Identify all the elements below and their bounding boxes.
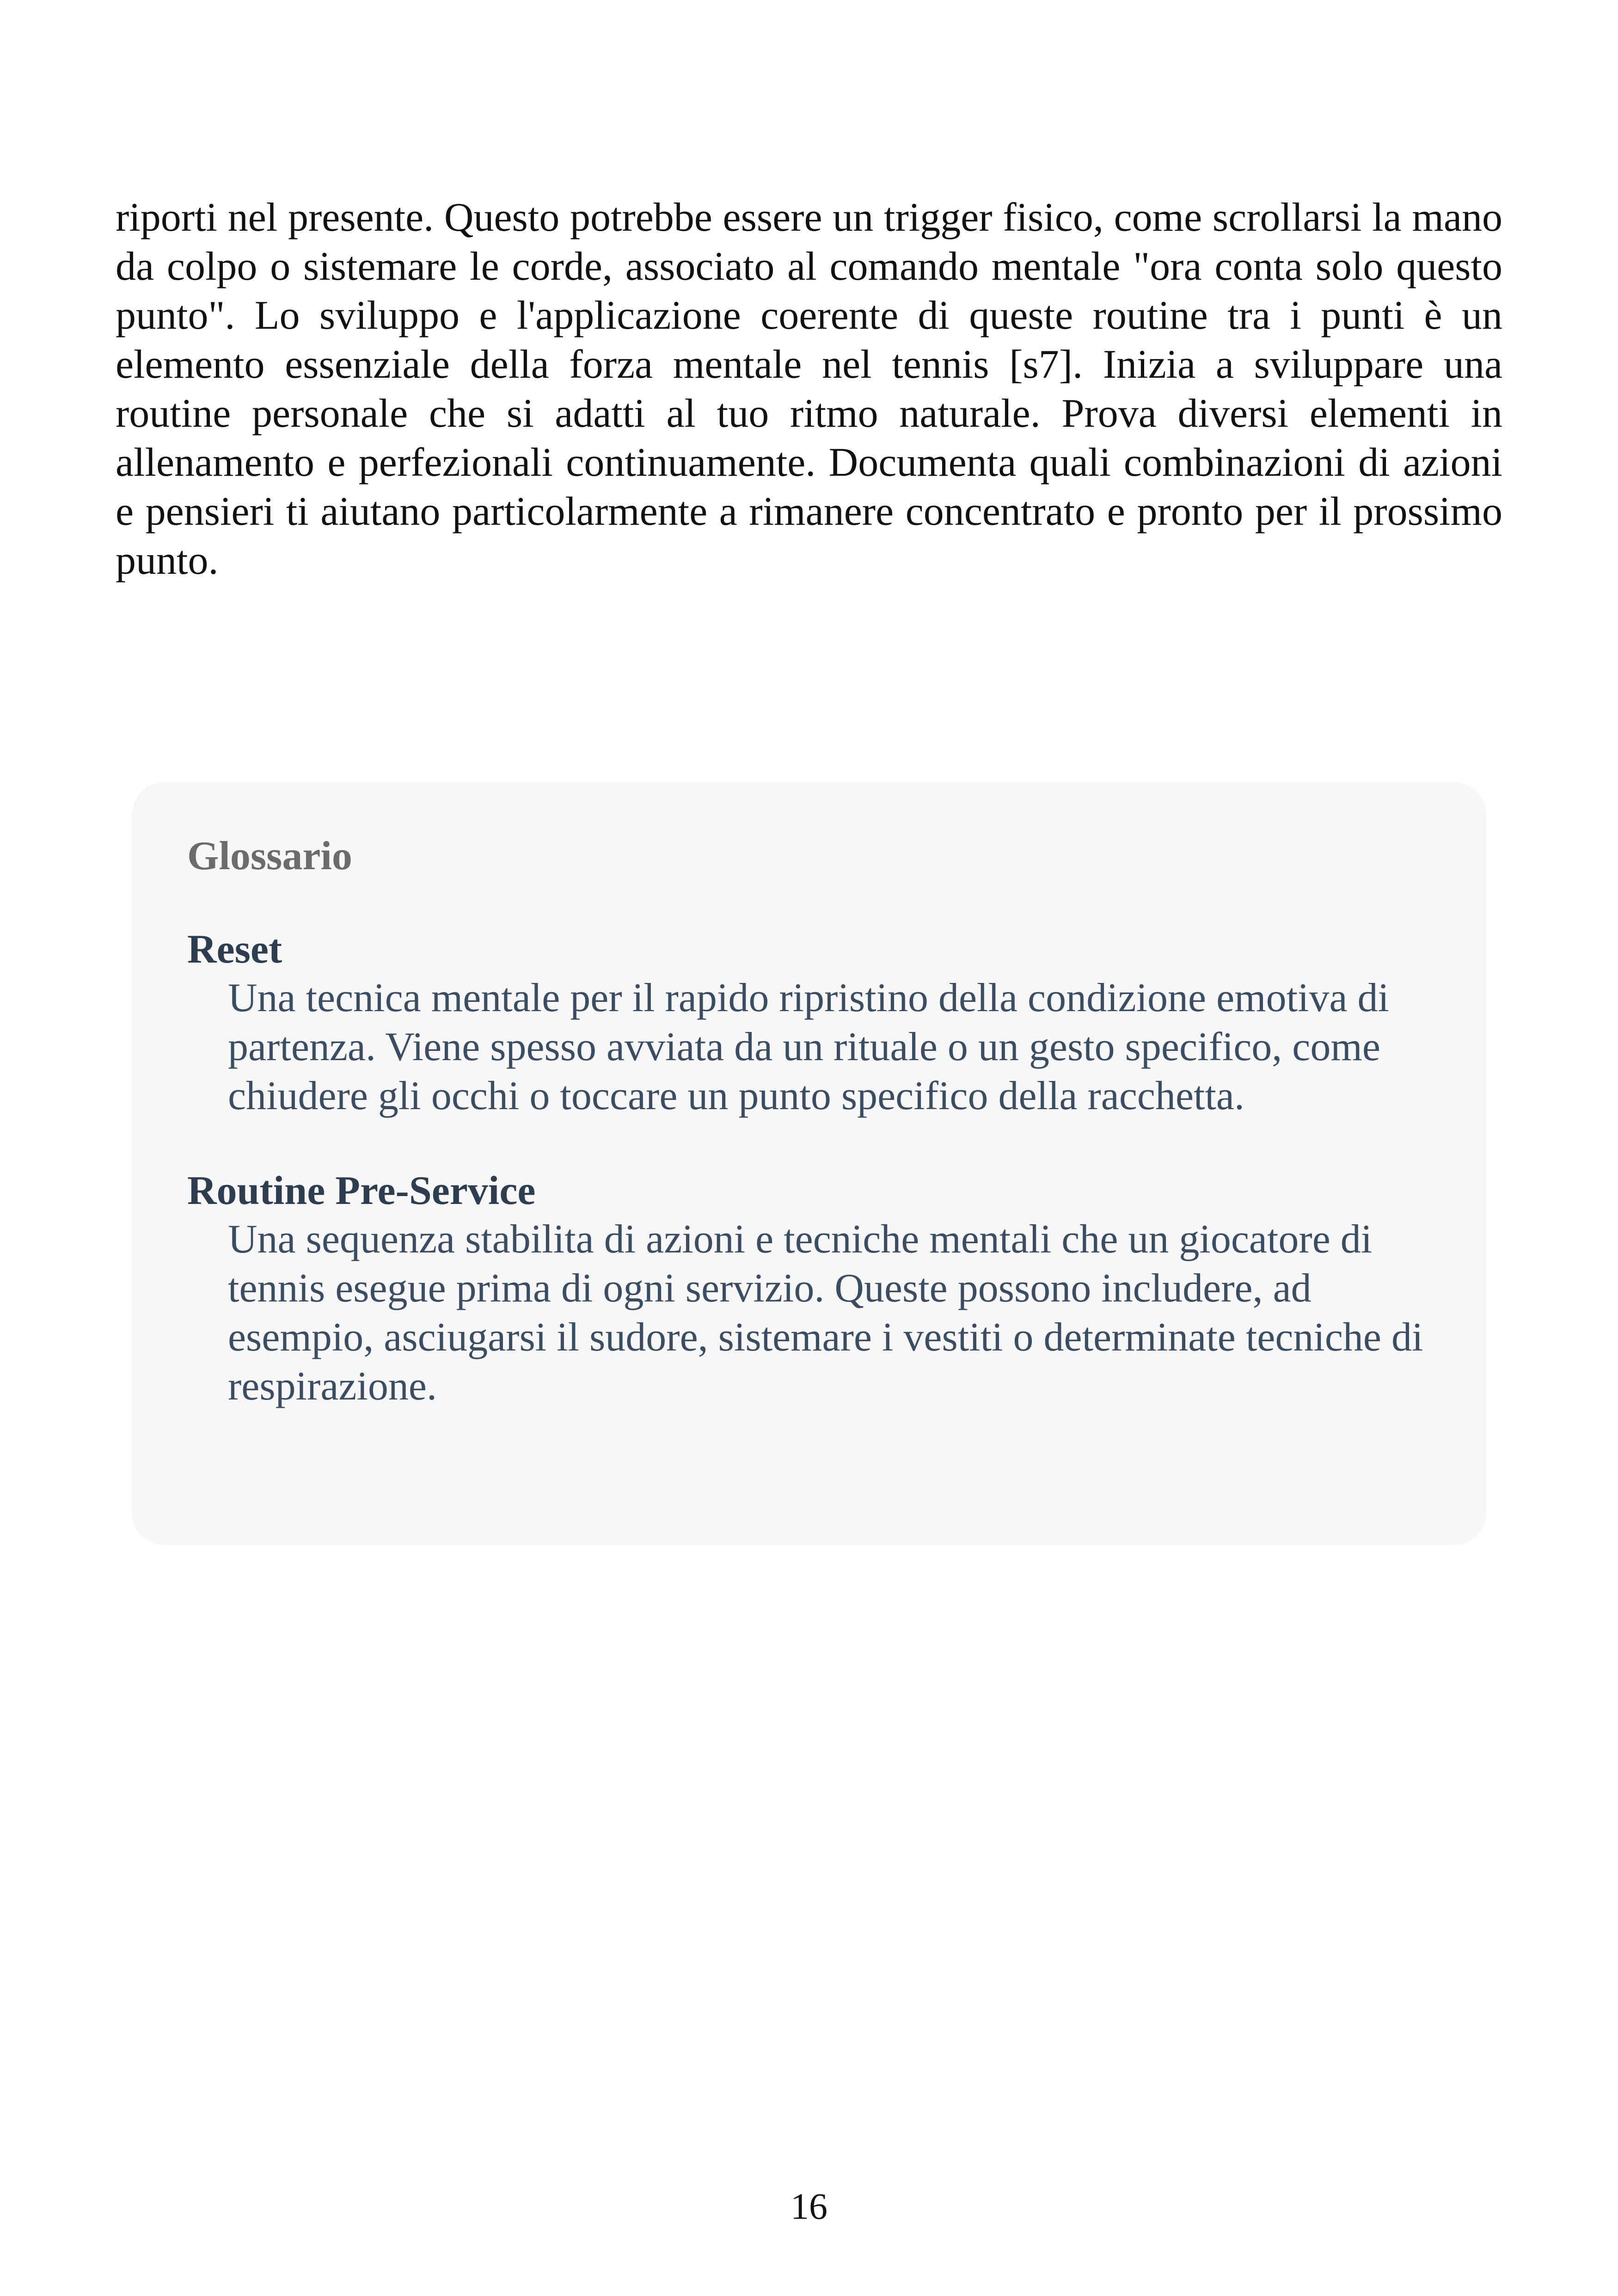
- page-number: 16: [791, 2186, 827, 2227]
- glossary-entry-reset: [187, 926, 1431, 1121]
- glossary-entry-routine-pre-service: [187, 1167, 1431, 1411]
- glossary-title: Glossario: [187, 834, 352, 878]
- glossary-term: Reset: [187, 927, 282, 972]
- glossary-box: [132, 782, 1486, 1545]
- glossary-definition: Una sequenza stabilita di azioni e tecniche mentali che un giocatore di tennis esegue prima di ogni servizio. Queste possono includere, ad esempio, asciugarsi il sudore, sistemare i vestiti o determinate tecniche di respirazione.: [228, 1217, 1423, 1409]
- glossary-definition: Una tecnica mentale per il rapido ripristino della condizione emotiva di partenza. Viene spesso avviata da un rituale o un gesto specifico, come chiudere gli occhi o toccare un punto specifico della racchetta.: [228, 976, 1389, 1118]
- glossary-term: Routine Pre-Service: [187, 1168, 536, 1213]
- body-paragraph: riporti nel presente. Questo potrebbe essere un trigger fisico, come scrollarsi la mano da colpo o sistemare le corde, associato al comando mentale "ora conta solo questo punto". Lo sviluppo e l'applicazione coerente di queste routine tra i punti è un elemento essenziale della forza mentale nel tennis [s7]. Inizia a sviluppare una routine personale che si adatti al tuo ritmo naturale. Prova diversi elementi in allenamento e perfezionali continuamente. Documenta quali combinazioni di azioni e pensieri ti aiutano particolarmente a rimanere concentrato e pronto per il prossimo punto.: [116, 195, 1502, 583]
